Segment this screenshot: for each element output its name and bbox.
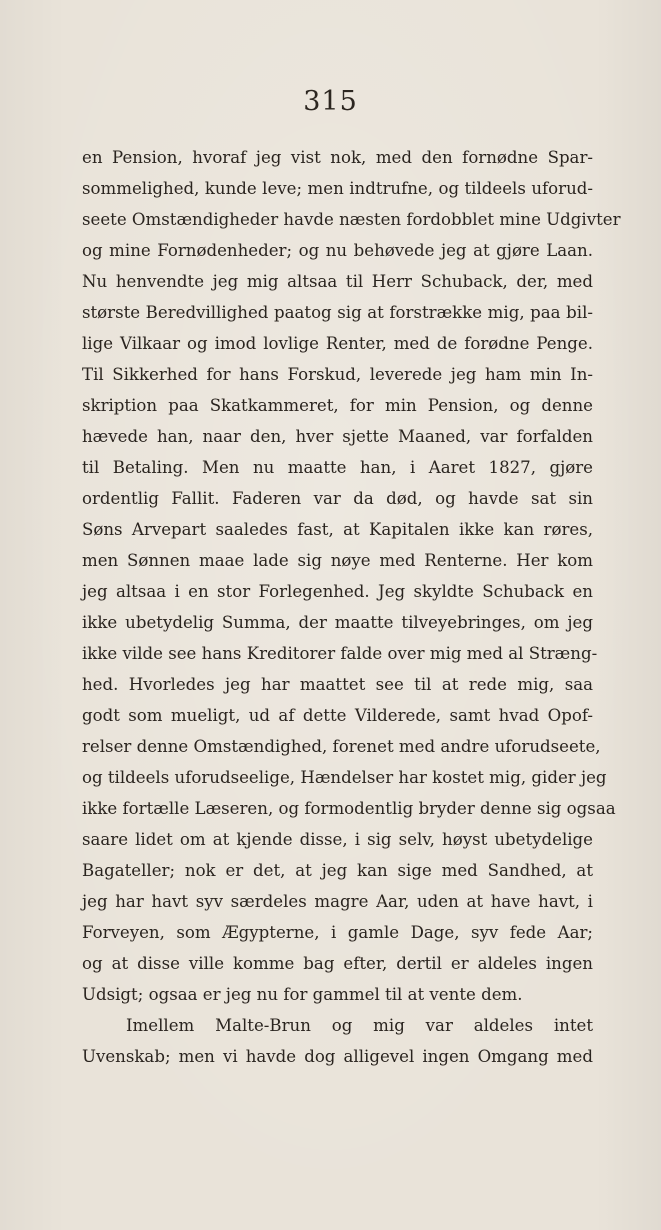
text-line: godt som mueligt, ud af dette Vilderede, samt hvad Opof-	[82, 706, 593, 725]
text-line: Bagateller; nok er det, at jeg kan sige med Sandhed, at	[82, 861, 593, 880]
text-line: hed. Hvorledes jeg har maattet see til at rede mig, saa	[82, 675, 593, 694]
text-line: seete Omstændigheder havde næsten fordobblet mine Udgivter	[82, 210, 621, 229]
text-line: Udsigt; ogsaa er jeg nu for gammel til at vente dem.	[82, 985, 523, 1004]
text-line: til Betaling. Men nu maatte han, i Aaret 1827, gjøre	[82, 458, 593, 477]
text-line: ikke vilde see hans Kreditorer falde over mig med al Stræng-	[82, 644, 598, 663]
text-line: ordentlig Fallit. Faderen var da død, og havde sat sin	[82, 489, 593, 508]
text-line: lige Vilkaar og imod lovlige Renter, med de forødne Penge.	[82, 334, 593, 353]
text-line: men Sønnen maae lade sig nøye med Renterne. Her kom	[82, 551, 593, 570]
text-line: Søns Arvepart saaledes fast, at Kapitalen ikke kan røres,	[82, 520, 593, 539]
text-line: jeg altsaa i en stor Forlegenhed. Jeg skyldte Schuback en	[82, 582, 593, 601]
body-text	[82, 142, 621, 1072]
text-line: jeg har havt syv særdeles magre Aar, uden at have havt, i	[82, 892, 593, 911]
text-line: ikke ubetydelig Summa, der maatte tilveyebringes, om jeg	[82, 613, 593, 632]
text-line: Imellem Malte-Brun og mig var aldeles intet	[126, 1016, 593, 1035]
text-line: Til Sikkerhed for hans Forskud, leverede jeg ham min In-	[82, 365, 593, 384]
text-line: relser denne Omstændighed, forenet med andre uforudseete,	[82, 737, 601, 756]
text-line: og at disse ville komme bag efter, dertil er aldeles ingen	[82, 954, 593, 973]
text-line: saare lidet om at kjende disse, i sig selv, høyst ubetydelige	[82, 830, 593, 849]
text-line: og tildeels uforudseelige, Hændelser har kostet mig, gider jeg	[82, 768, 607, 787]
text-line: og mine Fornødenheder; og nu behøvede jeg at gjøre Laan.	[82, 241, 593, 260]
text-line: ikke fortælle Læseren, og formodentlig bryder denne sig ogsaa	[82, 799, 616, 818]
text-line: en Pension, hvoraf jeg vist nok, med den fornødne Spar-	[82, 148, 593, 167]
text-line: Nu henvendte jeg mig altsaa til Herr Schuback, der, med	[82, 272, 593, 291]
text-line: Forveyen, som Ægypterne, i gamle Dage, syv fede Aar;	[82, 923, 593, 942]
text-line: sommelighed, kunde leve; men indtrufne, og tildeels uforud-	[82, 179, 593, 198]
text-line: største Beredvillighed paatog sig at forstrække mig, paa bil-	[82, 303, 593, 322]
text-line: Uvenskab; men vi havde dog alligevel ingen Omgang med	[82, 1047, 593, 1066]
page-number: 315	[303, 86, 358, 117]
text-line: skription paa Skatkammeret, for min Pension, og denne	[82, 396, 593, 415]
text-line: hævede han, naar den, hver sjette Maaned, var forfalden	[82, 427, 593, 446]
